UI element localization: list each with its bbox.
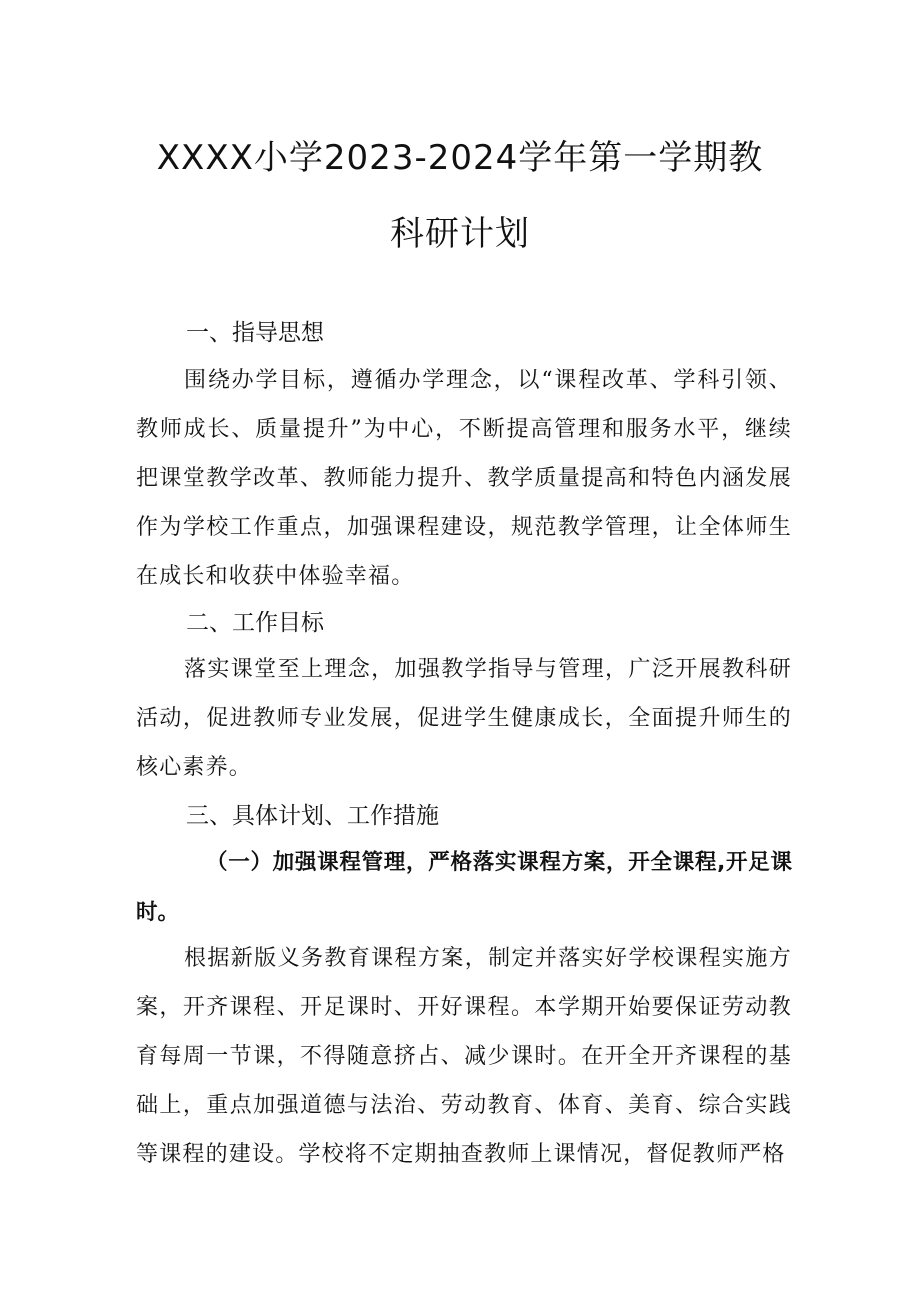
subsection-heading-course-management: （一）加强课程管理，严格落实课程方案，开全课程,开足课时。 bbox=[136, 850, 792, 925]
section-paragraph-guiding-ideology: 围绕办学目标，遵循办学理念，以“课程改革、学科引领、教师成长、质量提升”为中心，不断提高管理和服务水平，继续把课堂教学改革、教师能力提升、教学质量提高和特色内涵发展作为学校工作重点，加强课程建设，规范教学管理，让全体师生在成长和收获中体验幸福。 bbox=[136, 368, 792, 589]
section-heading-guiding-ideology: 一、指导思想 bbox=[186, 320, 324, 346]
section-heading-specific-plan: 三、具体计划、工作措施 bbox=[186, 803, 439, 829]
section-heading-work-goals: 二、工作目标 bbox=[186, 610, 324, 636]
section-paragraph-work-goals: 落实课堂至上理念，加强教学指导与管理，广泛开展教科研活动，促进教师专业发展，促进学生健康成长，全面提升师生的核心素养。 bbox=[136, 657, 792, 780]
document-title-line-2: 科研计划 bbox=[390, 214, 530, 254]
document-title-line-1: XXXX小学2023-2024学年第一学期教 bbox=[156, 138, 764, 178]
section-paragraph-course-management: 根据新版义务教育课程方案，制定并落实好学校课程实施方案，开齐课程、开足课时、开好课程。本学期开始要保证劳动教育每周一节课，不得随意挤占、减少课时。在开全开齐课程的基础上，重点加强道德与法治、劳动教育、体育、美育、综合实践等课程的建设。学校将不定期抽查教师上课情况，督促教师严格 bbox=[136, 946, 792, 1167]
